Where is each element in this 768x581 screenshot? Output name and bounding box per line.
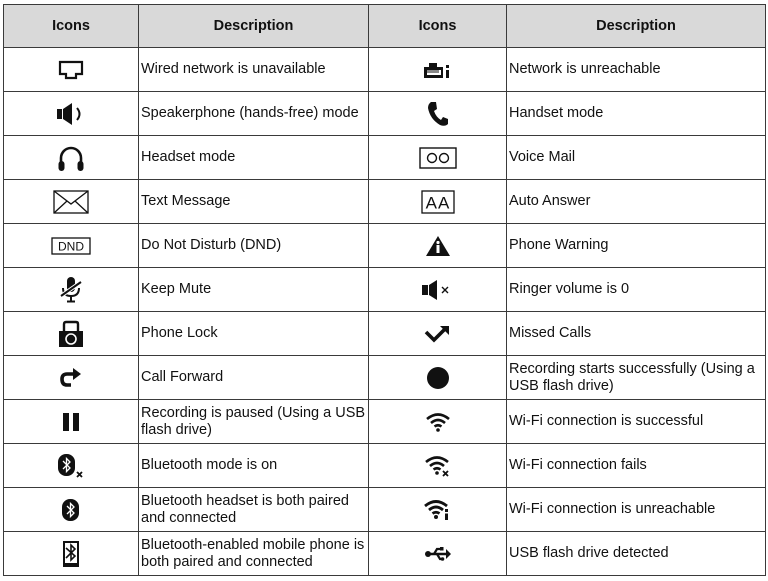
bluetooth-phone-icon [62,540,80,568]
header-row [4,5,766,48]
usb-icon [424,545,452,563]
ringer-muted-icon [421,279,455,301]
call-forward-icon [59,367,83,389]
wired-network-unavailable-icon [58,60,84,80]
table-row [4,356,766,400]
description: Missed Calls [507,312,766,356]
warning-icon [425,235,451,257]
description: Bluetooth-enabled mobile phone is both paired and connected [139,532,369,576]
table-row [4,136,766,180]
description: Recording is paused (Using a USB flash drive) [139,400,369,444]
description: Headset mode [139,136,369,180]
description: Auto Answer [507,180,766,224]
description: Phone Warning [507,224,766,268]
auto-answer-icon [421,190,455,214]
table-row [4,312,766,356]
description: Phone Lock [139,312,369,356]
envelope-icon [53,190,89,214]
table-row [4,532,766,576]
description: Bluetooth mode is on [139,444,369,488]
description: Network is unreachable [507,48,766,92]
mute-mic-icon [59,276,83,304]
description: Ringer volume is 0 [507,268,766,312]
missed-call-icon [424,324,452,344]
description: Keep Mute [139,268,369,312]
description: Voice Mail [507,136,766,180]
speakerphone-icon [56,102,86,126]
description: USB flash drive detected [507,532,766,576]
table-row [4,180,766,224]
table-row [4,400,766,444]
wifi-fail-icon [424,455,452,477]
description: Call Forward [139,356,369,400]
table-row [4,488,766,532]
description: Handset mode [507,92,766,136]
description: Text Message [139,180,369,224]
lock-icon [58,320,84,348]
record-icon [426,366,450,390]
pause-icon [62,412,80,432]
description: Recording starts successfully (Using a USB flash drive) [507,356,766,400]
dnd-icon [51,237,91,255]
table-row [4,48,766,92]
description: Wi-Fi connection is unreachable [507,488,766,532]
icons-table [3,4,766,576]
wifi-icon [425,412,451,432]
description: Wi-Fi connection is successful [507,400,766,444]
handset-icon [427,101,449,127]
bluetooth-headset-icon [61,498,81,522]
header-description-left: Description [139,5,369,48]
table-row [4,224,766,268]
description: Do Not Disturb (DND) [139,224,369,268]
header-icons-right: Icons [369,5,507,48]
table-row [4,92,766,136]
voice-mail-icon [419,147,457,169]
description: Wi-Fi connection fails [507,444,766,488]
wifi-unreachable-icon [423,499,453,521]
header-description-right: Description [507,5,766,48]
header-icons-left: Icons [4,5,139,48]
table-row [4,268,766,312]
network-unreachable-icon [423,61,453,79]
description: Speakerphone (hands-free) mode [139,92,369,136]
headset-icon [57,144,85,172]
svg-text:AA: AA [425,193,450,212]
table-row [4,444,766,488]
description: Wired network is unavailable [139,48,369,92]
description: Bluetooth headset is both paired and connected [139,488,369,532]
bluetooth-on-icon [57,453,85,479]
svg-text:DND: DND [58,239,84,253]
